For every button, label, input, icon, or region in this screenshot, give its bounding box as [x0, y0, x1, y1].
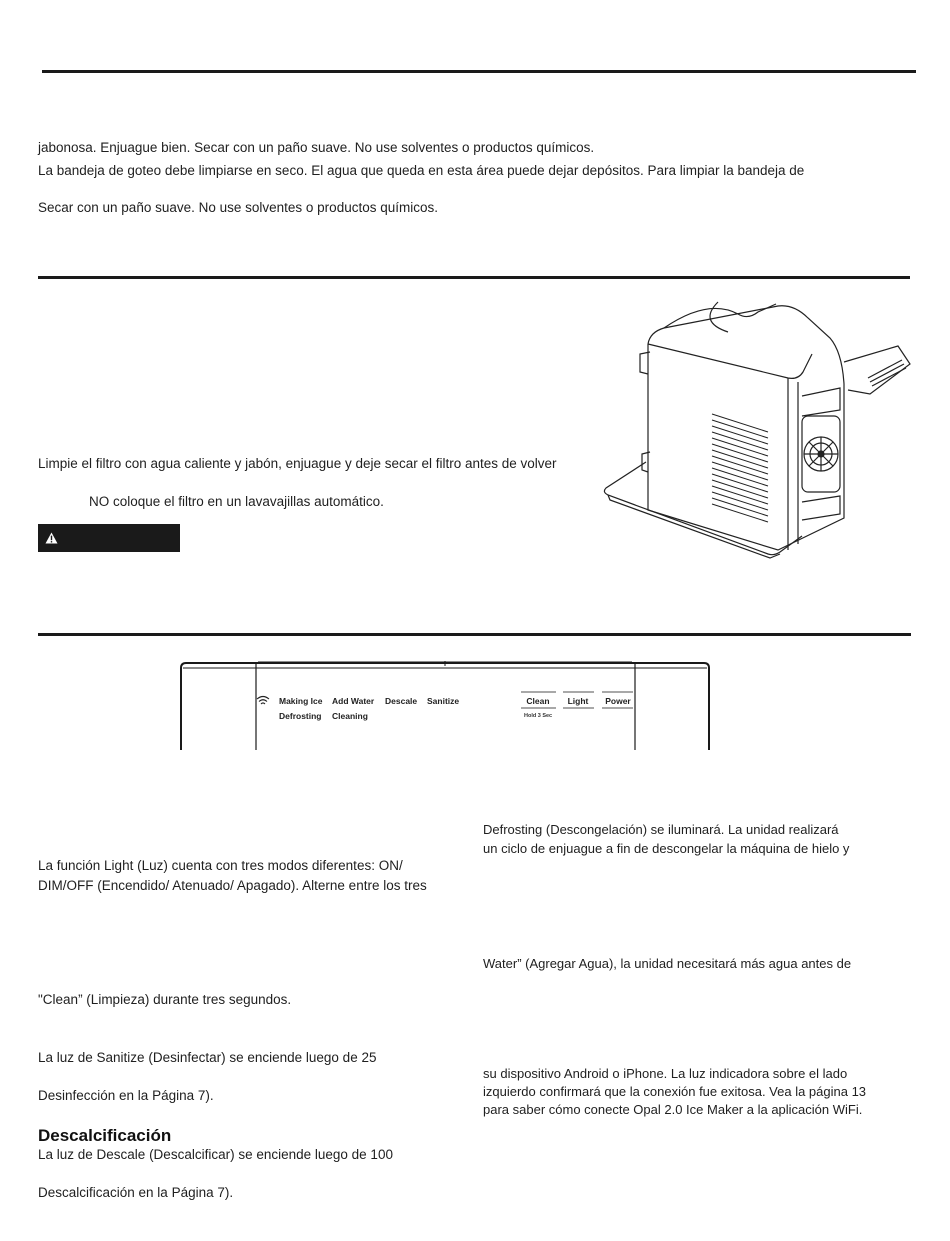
body-text-line: La bandeja de goteo debe limpiarse en seco. El agua que queda en esta área puede dejar depósitos. Para limpiar la bandeja de	[38, 163, 805, 178]
status-making-ice: Making Ice	[279, 696, 323, 706]
light-mode-text: DIM/OFF (Encendido/ Atenuado/ Apagado). Alterne entre los tres	[38, 878, 427, 893]
wifi-text: su dispositivo Android o iPhone. La luz indicadora sobre el lado	[483, 1066, 848, 1081]
clean-text: "Clean” (Limpieza) durante tres segundos.	[38, 992, 292, 1007]
section-rule-panel	[38, 633, 911, 636]
control-panel	[180, 660, 710, 750]
power-button[interactable]: Power	[605, 696, 631, 706]
hold-3-sec-label: Hold 3 Sec	[524, 713, 553, 719]
status-sanitize: Sanitize	[427, 696, 460, 706]
descale-text: La luz de Descale (Descalcificar) se enciende luego de 100	[38, 1147, 393, 1162]
descale-heading: Descalcificación	[38, 1126, 172, 1145]
add-water-text: Water” (Agregar Agua), la unidad necesitará más agua antes de	[483, 956, 852, 971]
status-cleaning: Cleaning	[332, 711, 368, 721]
descale-text: Descalcificación en la Página 7).	[38, 1185, 234, 1200]
status-defrosting: Defrosting	[279, 711, 322, 721]
section-rule-filter	[38, 276, 910, 279]
warning-triangle-icon	[45, 532, 58, 544]
filter-instruction: Limpie el filtro con agua caliente y jabón, enjuague y deje secar el filtro antes de volver	[38, 456, 557, 471]
sanitize-text: La luz de Sanitize (Desinfectar) se enciende luego de 25	[38, 1050, 377, 1065]
wifi-icon	[256, 695, 270, 706]
warning-label-box	[38, 524, 180, 552]
ice-maker-illustration	[598, 292, 916, 562]
sanitize-text: Desinfección en la Página 7).	[38, 1088, 214, 1103]
defrost-text: Defrosting (Descongelación) se iluminará. La unidad realizará	[483, 822, 839, 837]
clean-button[interactable]: Clean	[526, 696, 550, 706]
body-text-line: jabonosa. Enjuague bien. Secar con un paño suave. No use solventes o productos químicos.	[38, 140, 595, 155]
defrost-text: un ciclo de enjuague a fin de descongelar la máquina de hielo y	[483, 841, 850, 856]
wifi-text: izquierdo confirmará que la conexión fue exitosa. Vea la página 13	[483, 1084, 867, 1099]
wifi-text: para saber cómo conecte Opal 2.0 Ice Maker a la aplicación WiFi.	[483, 1102, 863, 1117]
status-descale: Descale	[385, 696, 418, 706]
filter-warning-text: NO coloque el filtro en un lavavajillas automático.	[89, 494, 384, 509]
body-text-line: Secar con un paño suave. No use solventes o productos químicos.	[38, 200, 438, 215]
section-rule-top	[42, 70, 916, 73]
status-add-water: Add Water	[332, 696, 375, 706]
light-button[interactable]: Light	[567, 696, 589, 706]
light-mode-text: La función Light (Luz) cuenta con tres modos diferentes: ON/	[38, 858, 403, 873]
